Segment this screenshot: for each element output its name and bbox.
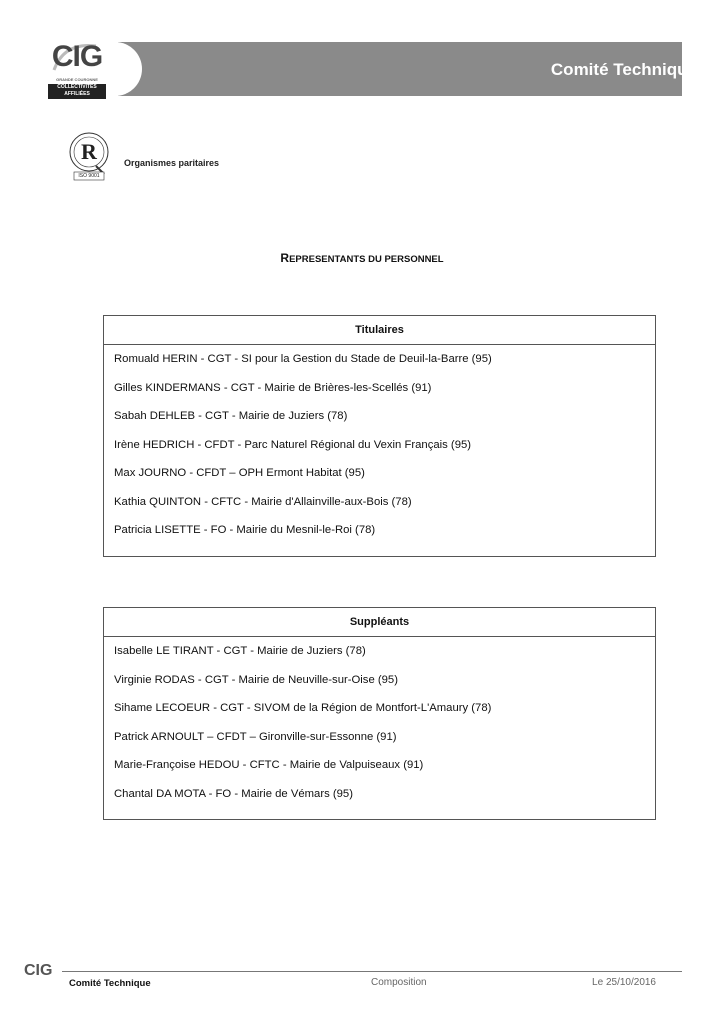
list-item: Romuald HERIN - CGT - SI pour la Gestion du Stade de Deuil-la-Barre (95): [114, 353, 492, 365]
footer-logo: CIG: [24, 962, 53, 979]
section-title: [0, 249, 724, 267]
logo-band: [48, 84, 106, 99]
logo-band-line-2: AFFILIÉES: [64, 91, 90, 97]
list-item: Chantal DA MOTA - FO - Mairie de Vémars (95): [114, 787, 353, 800]
list-item: Isabelle LE TIRANT - CGT - Mairie de Juziers (78): [114, 645, 366, 657]
list-item: Sabah DEHLEB - CGT - Mairie de Juziers (78): [114, 410, 348, 422]
footer-section: Composition: [371, 977, 427, 988]
suppleants-table: [103, 607, 656, 820]
certification-label: Organismes paritaires: [124, 158, 220, 168]
list-item: Gilles KINDERMANS - CGT - Mairie de Brières-les-Scellés (91): [114, 381, 432, 394]
list-item: Patricia LISETTE - FO - Mairie du Mesnil-le-Roi (78): [114, 524, 376, 536]
cig-logo: [44, 40, 114, 102]
logo-subtitle: GRANDE COURONNE: [56, 77, 98, 82]
footer-document-name: Comité Technique: [69, 978, 151, 989]
titulaires-list: [104, 345, 655, 556]
list-item: Max JOURNO - CFDT – OPH Ermont Habitat (95): [114, 467, 365, 479]
logo-band-line-1: COLLECTIVITÉS: [57, 84, 97, 90]
list-item: Sihame LECOEUR - CGT - SIVOM de la Région de Montfort-L'Amaury (78): [114, 702, 492, 714]
footer-divider: [62, 971, 682, 972]
list-item: Marie-Françoise HEDOU - CFTC - Mairie de Valpuiseaux (91): [114, 759, 424, 771]
logo-text: CIG: [51, 40, 103, 73]
certification-standard: ISO 9001: [78, 173, 100, 179]
list-item: Irène HEDRICH - CFDT - Parc Naturel Régional du Vexin Français (95): [114, 438, 472, 451]
titulaires-heading: Titulaires: [104, 316, 655, 345]
section-title-rest: EPRESENTANTS DU PERSONNEL: [289, 254, 444, 265]
list-item: Kathia QUINTON - CFTC - Mairie d'Allainville-aux-Bois (78): [114, 495, 412, 508]
suppleants-heading: Suppléants: [104, 608, 655, 637]
page-title: Comité Technique: [550, 60, 697, 79]
list-item: Virginie RODAS - CGT - Mairie de Neuville-sur-Oise (95): [114, 673, 398, 686]
titulaires-table: [103, 315, 656, 557]
section-title-initial: R: [280, 251, 290, 265]
list-item: Patrick ARNOULT – CFDT – Gironville-sur-Essonne (91): [114, 730, 397, 743]
footer-date: Le 25/10/2016: [592, 977, 656, 988]
certification-seal: [66, 130, 112, 182]
certification-mark: R: [81, 139, 97, 164]
suppleants-list: [104, 637, 655, 819]
